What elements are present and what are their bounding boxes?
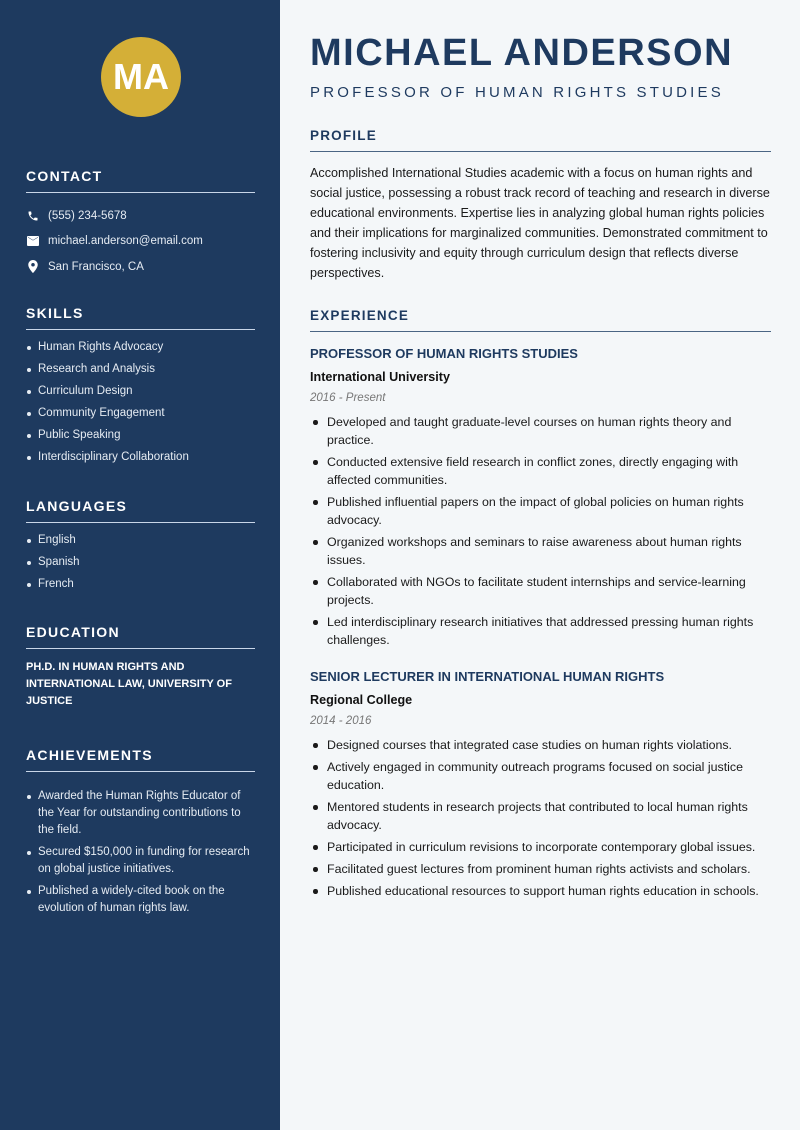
job-entry bbox=[310, 345, 771, 653]
job-bullet: Mentored students in research projects that contributed to local human rights advocacy. bbox=[310, 798, 771, 834]
skill-item: Research and Analysis bbox=[26, 361, 255, 378]
job-title: PROFESSOR OF HUMAN RIGHTS STUDIES bbox=[310, 346, 578, 361]
phone-icon bbox=[26, 209, 40, 223]
achievements-heading: ACHIEVEMENTS bbox=[26, 747, 255, 772]
job-bullet: Led interdisciplinary research initiatives that addressed pressing human rights challenges. bbox=[310, 613, 771, 649]
language-item: Spanish bbox=[26, 554, 255, 571]
skills-heading: SKILLS bbox=[26, 305, 255, 330]
profile-heading: PROFILE bbox=[310, 128, 771, 152]
job-bullet: Organized workshops and seminars to raise awareness about human rights issues. bbox=[310, 533, 771, 569]
job-bullet: Published influential papers on the impact of global policies on human rights advocacy. bbox=[310, 493, 771, 529]
languages-list bbox=[26, 532, 255, 593]
location-pin-icon bbox=[26, 260, 40, 274]
contact-section bbox=[26, 168, 255, 280]
job-dates: 2016 - Present bbox=[310, 392, 386, 404]
skill-item: Community Engagement bbox=[26, 405, 255, 422]
job-bullet: Designed courses that integrated case studies on human rights violations. bbox=[310, 736, 771, 754]
achievement-item: Awarded the Human Rights Educator of the Year for outstanding contributions to the field. bbox=[26, 788, 255, 839]
job-bullet: Developed and taught graduate-level courses on human rights theory and practice. bbox=[310, 413, 771, 449]
languages-section bbox=[26, 498, 255, 598]
skills-section bbox=[26, 305, 255, 471]
contact-heading: CONTACT bbox=[26, 168, 255, 193]
experience-heading: EXPERIENCE bbox=[310, 308, 771, 332]
language-item: English bbox=[26, 532, 255, 549]
phone-text: (555) 234-5678 bbox=[48, 209, 127, 222]
languages-heading: LANGUAGES bbox=[26, 498, 255, 523]
job-organization: Regional College bbox=[310, 693, 413, 707]
education-section bbox=[26, 624, 255, 710]
location-text: San Francisco, CA bbox=[48, 260, 144, 273]
skill-item: Public Speaking bbox=[26, 427, 255, 444]
job-bullet: Facilitated guest lectures from prominent human rights activists and scholars. bbox=[310, 860, 771, 878]
job-bullet: Conducted extensive field research in conflict zones, directly engaging with affected communities. bbox=[310, 453, 771, 489]
achievements-list bbox=[26, 788, 255, 917]
achievement-item: Published a widely-cited book on the evolution of human rights law. bbox=[26, 883, 255, 917]
avatar-initials: MA bbox=[113, 56, 169, 97]
job-bullet: Actively engaged in community outreach programs focused on social justice education. bbox=[310, 758, 771, 794]
skill-item: Interdisciplinary Collaboration bbox=[26, 449, 255, 466]
skill-item: Curriculum Design bbox=[26, 383, 255, 400]
email-icon bbox=[26, 234, 40, 248]
contact-list bbox=[26, 203, 255, 280]
education-degree: PH.D. IN HUMAN RIGHTS AND INTERNATIONAL LAW, UNIVERSITY OF JUSTICE bbox=[26, 661, 232, 707]
job-bullet: Published educational resources to support human rights education in schools. bbox=[310, 882, 771, 900]
skills-list bbox=[26, 339, 255, 466]
profile-text: Accomplished International Studies academic with a focus on human rights and social justice, possessing a robust track record of teaching and research in diverse educational environments. Expertise lies in analyzing global human rights policies and their implications for marginalized communities. Demonstrated commitment to fostering inclusivity and equity through curriculum design that reflects diverse perspectives. bbox=[310, 166, 770, 280]
education-heading: EDUCATION bbox=[26, 624, 255, 649]
page-title: MICHAEL ANDERSON bbox=[310, 32, 734, 74]
job-entry bbox=[310, 668, 771, 904]
job-bullet: Participated in curriculum revisions to incorporate contemporary global issues. bbox=[310, 838, 771, 856]
avatar bbox=[101, 37, 181, 117]
job-bullets bbox=[310, 736, 771, 900]
achievement-item: Secured $150,000 in funding for research on global justice initiatives. bbox=[26, 844, 255, 878]
language-item: French bbox=[26, 576, 255, 593]
contact-phone bbox=[26, 203, 255, 229]
contact-email bbox=[26, 229, 255, 255]
achievements-section bbox=[26, 747, 255, 922]
job-bullet: Collaborated with NGOs to facilitate student internships and service-learning projects. bbox=[310, 573, 771, 609]
job-bullets bbox=[310, 413, 771, 649]
job-title-subtitle: PROFESSOR OF HUMAN RIGHTS STUDIES bbox=[310, 84, 724, 101]
job-organization: International University bbox=[310, 370, 450, 384]
job-dates: 2014 - 2016 bbox=[310, 715, 372, 727]
sidebar bbox=[0, 0, 280, 1130]
email-text: michael.anderson@email.com bbox=[48, 235, 203, 248]
job-title: SENIOR LECTURER IN INTERNATIONAL HUMAN RIGHTS bbox=[310, 669, 665, 684]
contact-location bbox=[26, 254, 255, 280]
skill-item: Human Rights Advocacy bbox=[26, 339, 255, 356]
